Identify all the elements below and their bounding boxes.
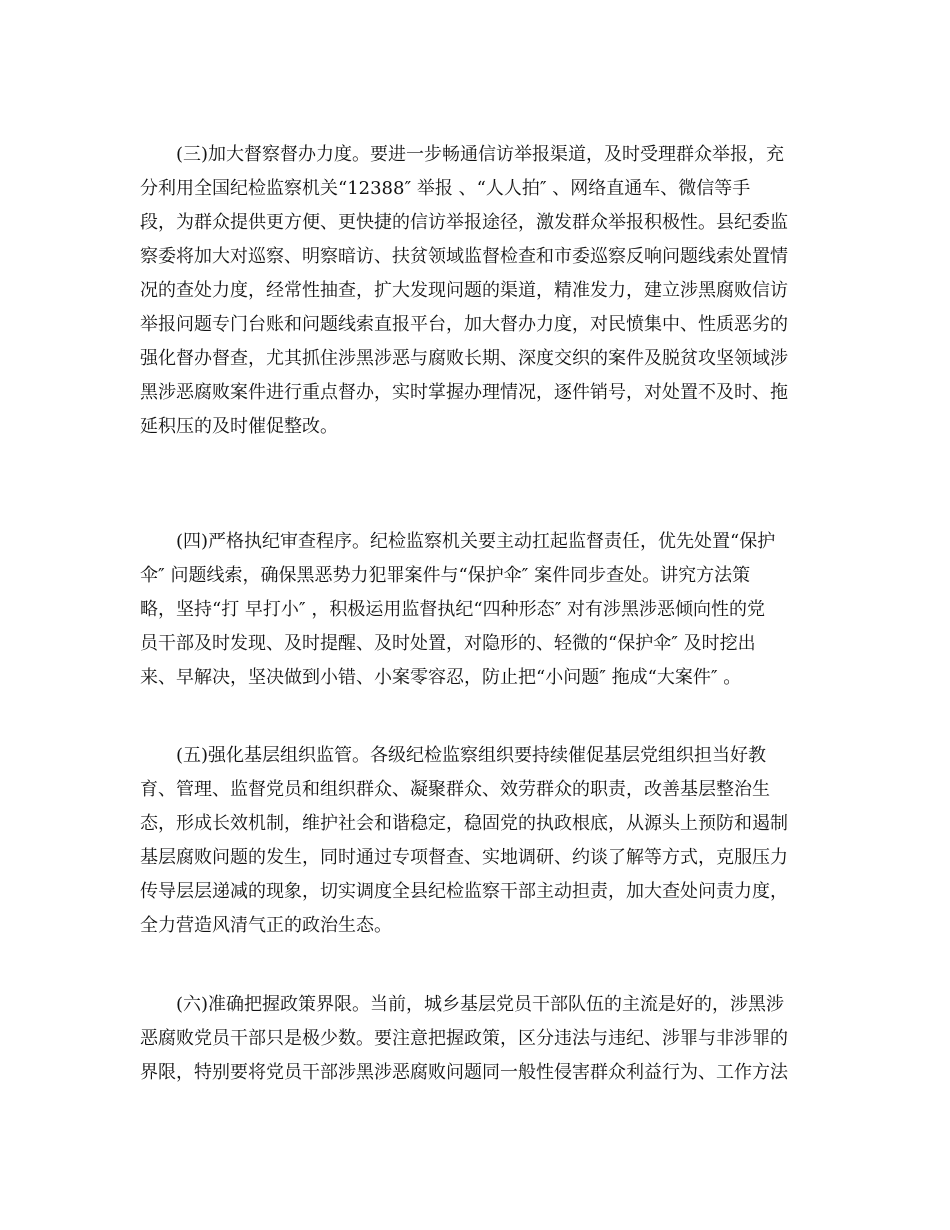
text-line: (五)强化基层组织监管。各级纪检监察组织要持续催促基层党组织担当好教 [176, 745, 767, 766]
text-line: (四)严格执纪审查程序。纪检监察机关要主动扛起监督责任，优先处置“保护 [176, 531, 776, 552]
text-line: 基层腐败问题的发生，同时通过专项督查、实地调研、约谈了解等方式，克服压力 [140, 847, 788, 868]
text-line: 伞″ 问题线索，确保黑恶势力犯罪案件与“保护伞″ 案件同步查处。讲究方法策 [140, 565, 751, 586]
text-line: (六)准确把握政策界限。当前，城乡基层党员干部队伍的主流是好的，涉黑涉 [176, 994, 785, 1015]
text-line: 界限，特别要将党员干部涉黑涉恶腐败问题同一般性侵害群众利益行为、工作方法 [140, 1062, 788, 1083]
text-line: 段，为群众提供更方便、更快捷的信访举报途径，激发群众举报积极性。县纪委监 [140, 212, 788, 233]
text-line: 黑涉恶腐败案件进行重点督办，实时掌握办理情况，逐件销号，对处置不及时、拖 [140, 382, 788, 403]
text-line: 员干部及时发现、及时提醒、及时处置，对隐形的、轻微的“保护伞″ 及时挖出 [140, 633, 756, 654]
text-line: 况的查处力度，经常性抽查，扩大发现问题的渠道，精准发力，建立涉黑腐败信访 [140, 280, 788, 301]
text-line: 强化督办督查，尤其抓住涉黑涉恶与腐败长期、深度交织的案件及脱贫攻坚领域涉 [140, 348, 788, 369]
text-line: 全力营造风清气正的政治生态。 [140, 915, 392, 936]
text-line: (三)加大督察督办力度。要进一步畅通信访举报渠道，及时受理群众举报，充 [176, 144, 785, 165]
paragraph-3-supervision [140, 138, 815, 444]
text-line: 延积压的及时催促整改。 [140, 416, 338, 437]
paragraph-5-grassroots [140, 739, 815, 943]
text-line: 略，坚持“打 早打小″ ，积极运用监督执纪“四种形态″ 对有涉黑涉恶倾向性的党 [140, 599, 766, 620]
text-line: 分利用全国纪检监察机关“12388″ 举报 、“人人拍″ 、网络直通车、微信等手 [140, 178, 751, 199]
text-line: 来、早解决，坚决做到小错、小案零容忍，防止把“小问题″ 拖成“大案件″ 。 [140, 667, 742, 688]
text-line: 传导层层递减的现象，切实调度全县纪检监察干部主动担责，加大查处问责力度， [140, 881, 788, 902]
text-line: 察委将加大对巡察、明察暗访、扶贫领域监督检查和市委巡察反响问题线索处置情 [140, 246, 788, 267]
text-line: 态，形成长效机制，维护社会和谐稳定，稳固党的执政根底，从源头上预防和遏制 [140, 813, 788, 834]
text-line: 恶腐败党员干部只是极少数。要注意把握政策，区分违法与违纪、涉罪与非涉罪的 [140, 1028, 788, 1049]
text-line: 举报问题专门台账和问题线索直报平台，加大督办力度，对民愤集中、性质恶劣的 [140, 314, 788, 335]
text-line: 育、管理、监督党员和组织群众、凝聚群众、效劳群众的职责，改善基层整治生 [140, 779, 770, 800]
paragraph-4-discipline-review [140, 525, 815, 695]
paragraph-6-policy-boundaries [140, 988, 815, 1090]
